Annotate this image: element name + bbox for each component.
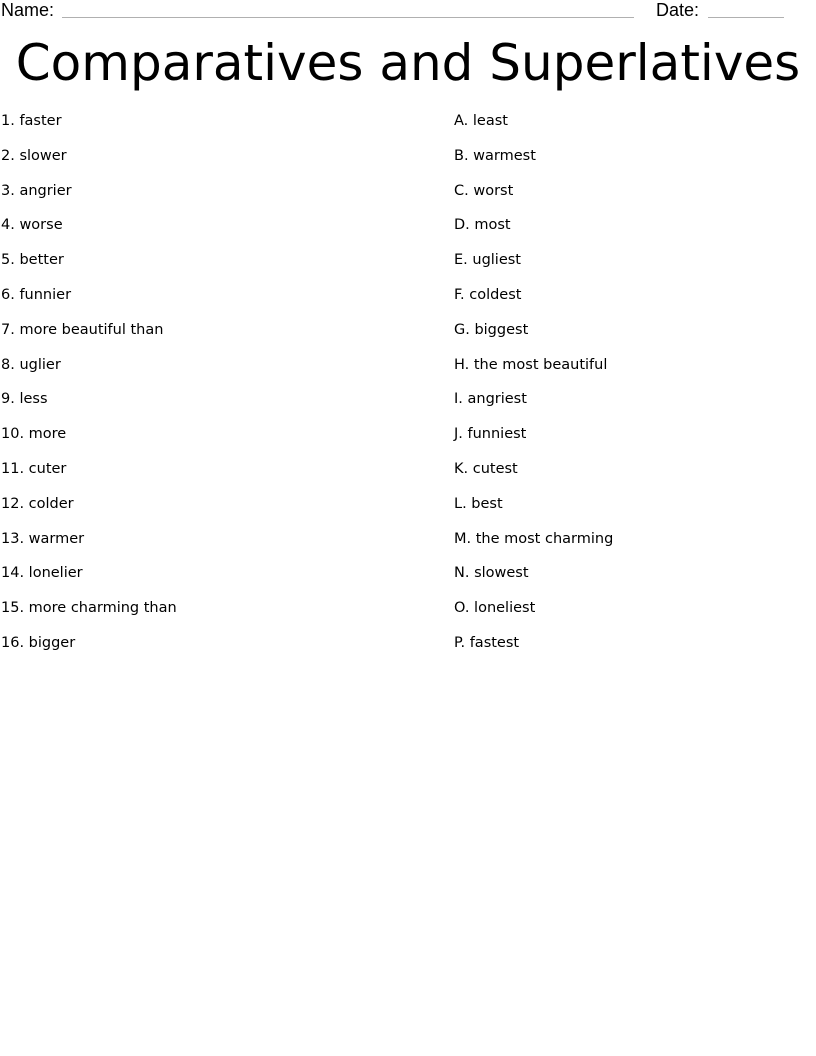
list-item: 3. angrier [1, 182, 72, 199]
worksheet-header [0, 0, 816, 24]
list-item: 1. faster [1, 113, 62, 129]
list-item: 13. warmer [1, 530, 85, 547]
list-item: C. worst [454, 182, 514, 199]
list-item: E. ugliest [454, 252, 521, 269]
list-item: 5. better [1, 252, 64, 269]
list-item: K. cutest [454, 460, 518, 477]
list-item: J. funniest [454, 426, 527, 443]
list-item: 14. lonelier [1, 565, 83, 582]
list-item: 15. more charming than [1, 600, 177, 617]
left-column-list [1, 111, 177, 668]
list-item: H. the most beautiful [454, 356, 608, 373]
list-item: P. fastest [454, 634, 520, 651]
list-item: A. least [454, 113, 508, 129]
list-item: 7. more beautiful than [1, 321, 164, 338]
list-item: 12. colder [1, 495, 74, 512]
list-item: 16. bigger [1, 634, 76, 651]
list-item: B. warmest [454, 147, 536, 164]
name-blank-line [62, 17, 634, 18]
list-item: 2. slower [1, 147, 67, 164]
right-column-list [454, 111, 613, 668]
list-item: 9. less [1, 391, 48, 408]
list-item: I. angriest [454, 391, 527, 408]
date-label: Date: [656, 0, 700, 20]
list-item: 6. funnier [1, 286, 72, 303]
list-item: G. biggest [454, 321, 529, 338]
name-label: Name: [1, 0, 55, 20]
list-item: 8. uglier [1, 356, 61, 373]
page-title: Comparatives and Superlatives [15, 34, 801, 92]
list-item: 10. more [1, 426, 67, 443]
list-item: D. most [454, 217, 511, 234]
list-item: O. loneliest [454, 600, 536, 617]
list-item: 4. worse [1, 217, 63, 234]
date-blank-line [708, 17, 784, 18]
list-item: L. best [454, 495, 503, 512]
list-item: 11. cuter [1, 460, 67, 477]
list-item: M. the most charming [454, 530, 614, 547]
list-item: F. coldest [454, 286, 522, 303]
list-item: N. slowest [454, 565, 529, 582]
